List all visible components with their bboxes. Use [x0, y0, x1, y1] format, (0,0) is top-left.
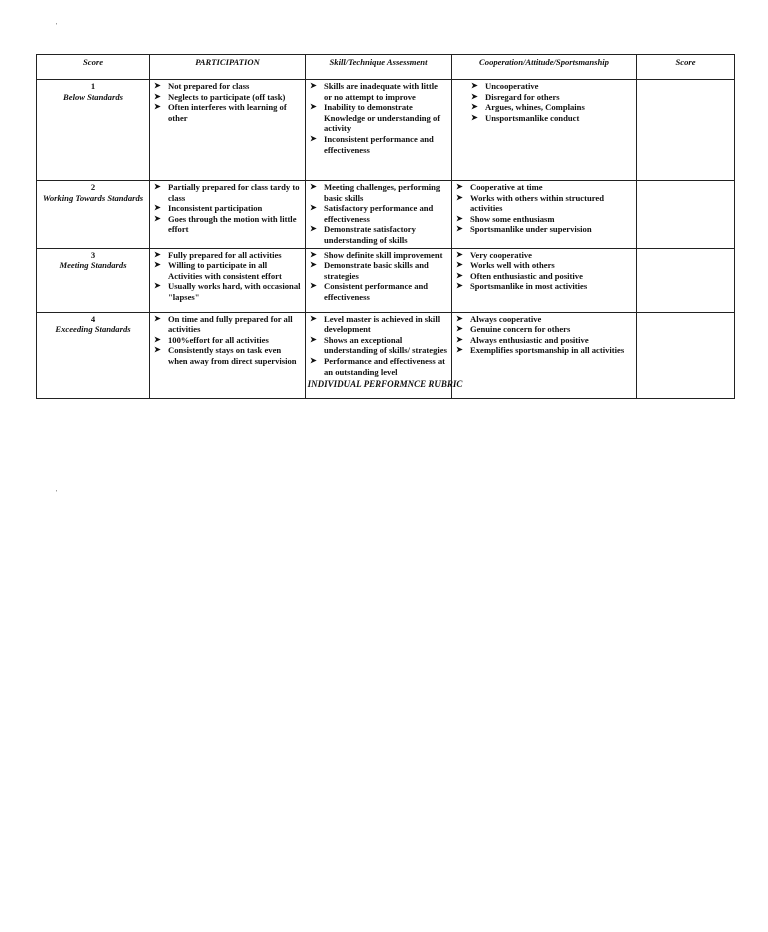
header-score: Score	[37, 55, 150, 80]
score-label: Working Towards Standards	[42, 192, 144, 203]
criteria-list	[309, 314, 448, 378]
list-item: ➤ Not prepared for class	[153, 81, 302, 92]
list-item: ➤ Often interferes with learning of other	[153, 102, 302, 123]
list-item: ➤ Exemplifies sportsmanship in all activities	[455, 345, 633, 356]
table-row	[37, 248, 735, 312]
page-mark-middle: '	[56, 489, 58, 497]
list-item: ➤ Inability to demonstrate Knowledge or understanding of activity	[309, 102, 448, 134]
header-score-2: Score	[637, 55, 735, 80]
criteria-list	[153, 81, 302, 123]
rubric-table	[36, 54, 735, 399]
list-item: ➤ Partially prepared for class tardy to class	[153, 182, 302, 203]
list-item: ➤ Works with others within structured activities	[455, 193, 633, 214]
score-number: 1	[90, 81, 96, 91]
score-label: Meeting Standards	[59, 260, 127, 271]
score-level-cell	[37, 80, 150, 181]
list-item: ➤ Always enthusiastic and positive	[455, 335, 633, 346]
criteria-list	[153, 314, 302, 367]
list-item: ➤ 100%effort for all activities	[153, 335, 302, 346]
score-level-cell	[37, 248, 150, 312]
skill-cell	[306, 181, 452, 249]
header-row	[37, 55, 735, 80]
criteria-list	[153, 250, 302, 303]
header-participation: PARTICIPATION	[150, 55, 306, 80]
participation-cell	[150, 80, 306, 181]
criteria-list	[455, 81, 633, 123]
list-item: ➤ Fully prepared for all activities	[153, 250, 302, 261]
list-item: ➤ On time and fully prepared for all activities	[153, 314, 302, 335]
score-level-cell	[37, 181, 150, 249]
list-item: ➤ Cooperative at time	[455, 182, 633, 193]
list-item: ➤ Sportsmanlike under supervision	[455, 224, 633, 235]
list-item: ➤ Level master is achieved in skill development	[309, 314, 448, 335]
list-item: ➤ Neglects to participate (off task)	[153, 92, 302, 103]
cooperation-cell	[452, 248, 637, 312]
list-item: ➤ Consistently stays on task even when away from direct supervision	[153, 345, 302, 366]
list-item: ➤ Show definite skill improvement	[309, 250, 448, 261]
table-row	[37, 80, 735, 181]
list-item: ➤ Very cooperative	[455, 250, 633, 261]
list-item: ➤ Willing to participate in all Activities with consistent effort	[153, 260, 302, 281]
list-item: ➤ Show some enthusiasm	[455, 214, 633, 225]
list-item: ➤ Satisfactory performance and effectiveness	[309, 203, 448, 224]
list-item: ➤ Uncooperative	[455, 81, 633, 92]
skill-cell	[306, 80, 452, 181]
header-cooperation: Cooperation/Attitude/Sportsmanship	[452, 55, 637, 80]
score-number: 3	[90, 249, 96, 260]
list-item: ➤ Genuine concern for others	[455, 324, 633, 335]
criteria-list	[309, 250, 448, 303]
table-row	[37, 181, 735, 249]
list-item: ➤ Always cooperative	[455, 314, 633, 325]
skill-cell	[306, 248, 452, 312]
list-item: ➤ Inconsistent performance and effectiveness	[309, 134, 448, 155]
cooperation-cell	[452, 181, 637, 249]
cooperation-cell	[452, 80, 637, 181]
list-item: ➤ Performance and effectiveness at an outstanding level	[309, 356, 448, 377]
list-item: ➤ Shows an exceptional understanding of skills/ strategies	[309, 335, 448, 356]
list-item: ➤ Skills are inadequate with little or no attempt to improve	[309, 81, 448, 102]
list-item: ➤ Disregard for others	[455, 92, 633, 103]
list-item: ➤ Meeting challenges, performing basic skills	[309, 182, 448, 203]
participation-cell	[150, 248, 306, 312]
list-item: ➤ Sportsmanlike in most activities	[455, 281, 633, 292]
page-mark-top: '	[56, 22, 58, 30]
table-caption: INDIVIDUAL PERFORMNCE RUBRIC	[307, 379, 463, 389]
score-label: Below Standards	[63, 91, 123, 102]
list-item: ➤ Inconsistent participation	[153, 203, 302, 214]
score-number: 2	[90, 182, 96, 192]
participation-cell	[150, 181, 306, 249]
list-item: ➤ Works well with others	[455, 260, 633, 271]
criteria-list	[309, 182, 448, 246]
header-skill: Skill/Technique Assessment	[306, 55, 452, 80]
list-item: ➤ Goes through the motion with little effort	[153, 214, 302, 235]
score-entry-cell[interactable]	[637, 248, 735, 312]
list-item: ➤ Demonstrate basic skills and strategies	[309, 260, 448, 281]
list-item: ➤ Demonstrate satisfactory understanding of skills	[309, 224, 448, 245]
criteria-list	[309, 81, 448, 155]
score-entry-cell[interactable]	[637, 80, 735, 181]
criteria-list	[455, 250, 633, 292]
list-item: ➤ Argues, whines, Complains	[455, 102, 633, 113]
score-entry-cell[interactable]	[637, 181, 735, 249]
list-item: ➤ Usually works hard, with occasional "lapses"	[153, 281, 302, 302]
score-number: 4	[90, 313, 96, 324]
list-item: ➤ Consistent performance and effectiveness	[309, 281, 448, 302]
criteria-list	[153, 182, 302, 235]
criteria-list	[455, 314, 633, 356]
list-item: ➤ Often enthusiastic and positive	[455, 271, 633, 282]
criteria-list	[455, 182, 633, 235]
score-label: Exceeding Standards	[55, 324, 131, 335]
list-item: ➤ Unsportsmanlike conduct	[455, 113, 633, 124]
